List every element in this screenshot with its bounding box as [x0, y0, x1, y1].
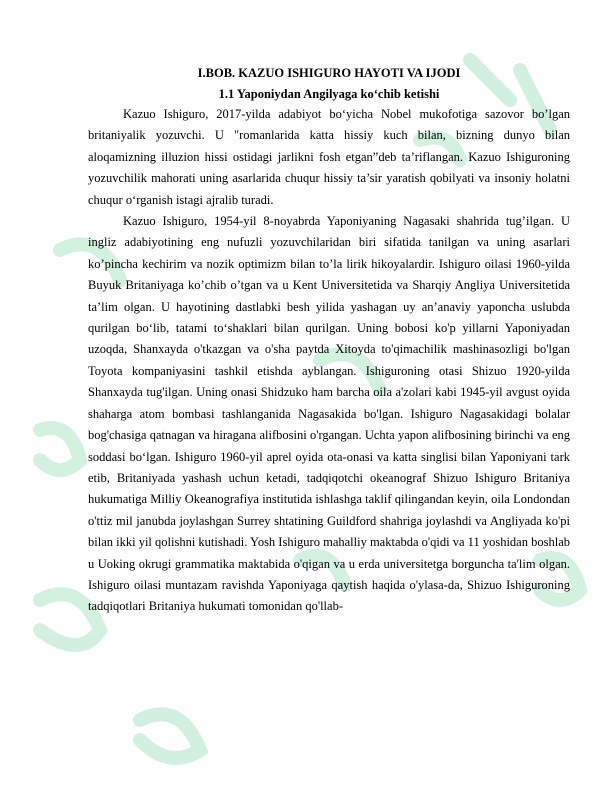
- paragraph-1: Kazuo Ishiguro, 2017-yilda adabiyot bo‘yicha Nobel mukofotiga sazovor bo’lgan britaniyalik yozuvchi. U "romanlarida katta hissiy kuch bilan, bizning dunyo bilan aloqamizning illuzion hissi ostidagi jarlikni fosh etgan”deb ta’riflangan. Kazuo Ishiguroning yozuvchilik mahorati uning asarlarida chuqur hissiy ta’sir yaratish qobilyati va insoniy holatni chuqur o‘rganish istagi ajralib turadi.: [88, 107, 570, 207]
- section-title: 1.1 Yaponiydan Angilyaga ko‘chib ketishi: [218, 87, 440, 101]
- chapter-title: I.BOB. KAZUO ISHIGURO HAYOTI VA IJODI: [197, 66, 461, 80]
- document-body: [88, 63, 570, 618]
- paragraph-2: Kazuo Ishiguro, 1954-yil 8-noyabrda Yaponiyaning Nagasaki shahrida tug’ilgan. U ingliz adabiyotining eng nufuzli yozuvchilaridan biri sifatida tanilgan va uning asarlari ko’pincha kechirim va nozik optimizm bilan to’la lirik hikoyalardir. Ishiguro oilasi 1960-yilda Buyuk Britaniyaga ko’chib o’tgan va u Kent Universitetida va Sharqiy Angliya Universitetida ta’lim olgan. U hayotining dastlabki besh yilida yashagan uy an’anaviy yaponcha uslubda qurilgan bo‘lib, tatami to‘shaklari bilan qurilgan. Uning bobosi ko'p yillarni Yaponiyadan uzoqda, Shanxayda o'tkazgan va o'sha paytda Xitoyda to'qimachilik mashinasozligi bo'lgan Toyota kompaniyasini tashkil etishda ayblangan. Ishiguroning otasi Shizuo 1920-yilda Shanxayda tug'ilgan. Uning onasi Shidzuko ham barcha oila a'zolari kabi 1945-yil avgust oyida shaharga atom bombasi tashlanganida Nagasakida bo'lgan. Ishiguro Nagasakidagi bolalar bog'chasiga qatnagan va hiragana alifbosini o'rgangan. Uchta yapon alifbosining birinchi va eng soddasi bo‘lgan. Ishiguro 1960-yil aprel oyida ota-onasi va katta singlisi bilan Yaponiyani tark etib, Britaniyada yashash uchun ketadi, tadqiqotchi okeanograf Shizuo Ishiguro Britaniya hukumatiga Milliy Okeanografiya institutida ishlashga taklif qilingandan keyin, oila Londondan o'ttiz mil janubda joylashgan Surrey shtatining Guildford shahriga joylashdi va Angliyada ko'pi bilan ikki yil qolishni kutishadi. Yosh Ishiguro mahalliy maktabda o'qidi va 11 yoshidan boshlab u Uoking okrugi grammatika maktabida o'qigan va u erda universitetga borguncha ta'lim olgan. Ishiguro oilasi muntazam ravishda Yaponiyaga qaytish haqida o'ylasa-da, Shizuo Ishiguroning tadqiqotlari Britaniya hukumati tomonidan qo'llab-: [88, 214, 570, 614]
